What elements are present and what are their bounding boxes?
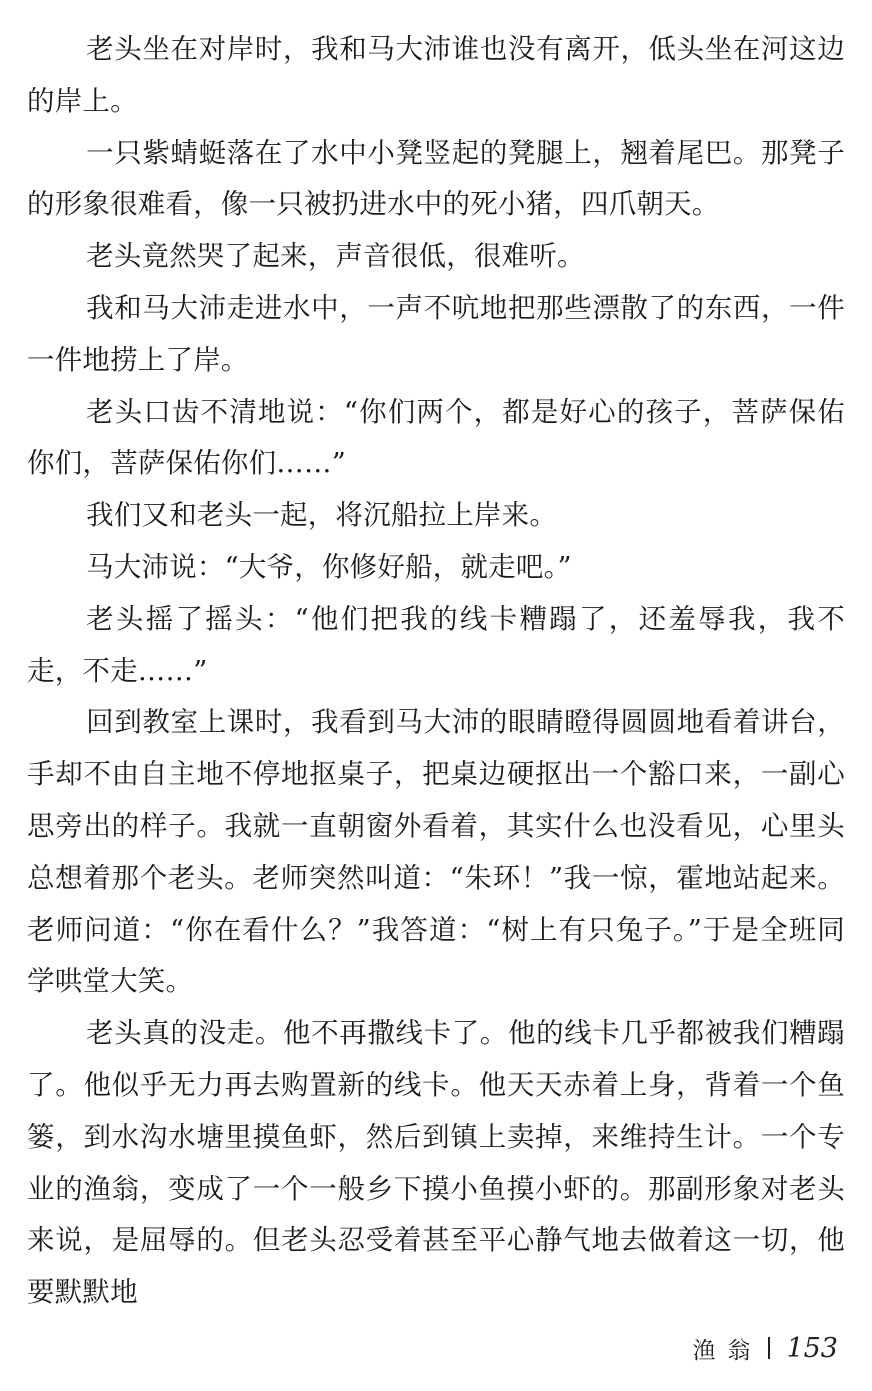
paragraph: 老头摇了摇头：“他们把我的线卡糟蹋了，还羞辱我，我不走，不走……” (27, 602, 845, 687)
paragraph: 马大沛说：“大爷，你修好船，就走吧。” (86, 550, 572, 583)
paragraph: 一只紫蜻蜓落在了水中小凳竖起的凳腿上，翘着尾巴。那凳子的形象很难看，像一只被扔进水中的死小猪，四爪朝天。 (27, 136, 845, 221)
paragraph: 我和马大沛走进水中，一声不吭地把那些漂散了的东西，一件一件地捞上了岸。 (27, 291, 845, 376)
paragraph: 老头真的没走。他不再撒线卡了。他的线卡几乎都被我们糟蹋了。他似乎无力再去购置新的线卡。他天天赤着上身，背着一个鱼篓，到水沟水塘里摸鱼虾，然后到镇上卖掉，来维持生计。一个专业的渔翁，变成了一个一般乡下摸小鱼摸小虾的。那副形象对老头来说，是屈辱的。但老头忍受着甚至平心静气地去做着这一切，他要默默地 (27, 1017, 845, 1309)
page-number: 153 (786, 1332, 838, 1364)
paragraph: 老头竟然哭了起来，声音很低，很难听。 (86, 240, 585, 273)
paragraph: 我们又和老头一起，将沉船拉上岸来。 (86, 499, 558, 532)
paragraph: 老头口齿不清地说：“你们两个，都是好心的孩子，菩萨保佑你们，菩萨保佑你们……” (27, 395, 845, 480)
body-text (27, 24, 845, 1319)
footer-divider (768, 1337, 770, 1359)
paragraph: 回到教室上课时，我看到马大沛的眼睛瞪得圆圆地看着讲台，手却不由自主地不停地抠桌子，把桌边硬抠出一个豁口来，一副心思旁出的样子。我就一直朝窗外看着，其实什么也没看见，心里头总想着那个老头。老师突然叫道：“朱环！”我一惊，霍地站起来。老师问道：“你在看什么？”我答道：“树上有只兔子。”于是全班同学哄堂大笑。 (27, 706, 845, 998)
running-title: 渔翁 (692, 1337, 763, 1364)
page-footer (692, 1330, 838, 1366)
paragraph: 老头坐在对岸时，我和马大沛谁也没有离开，低头坐在河这边的岸上。 (27, 33, 845, 117)
